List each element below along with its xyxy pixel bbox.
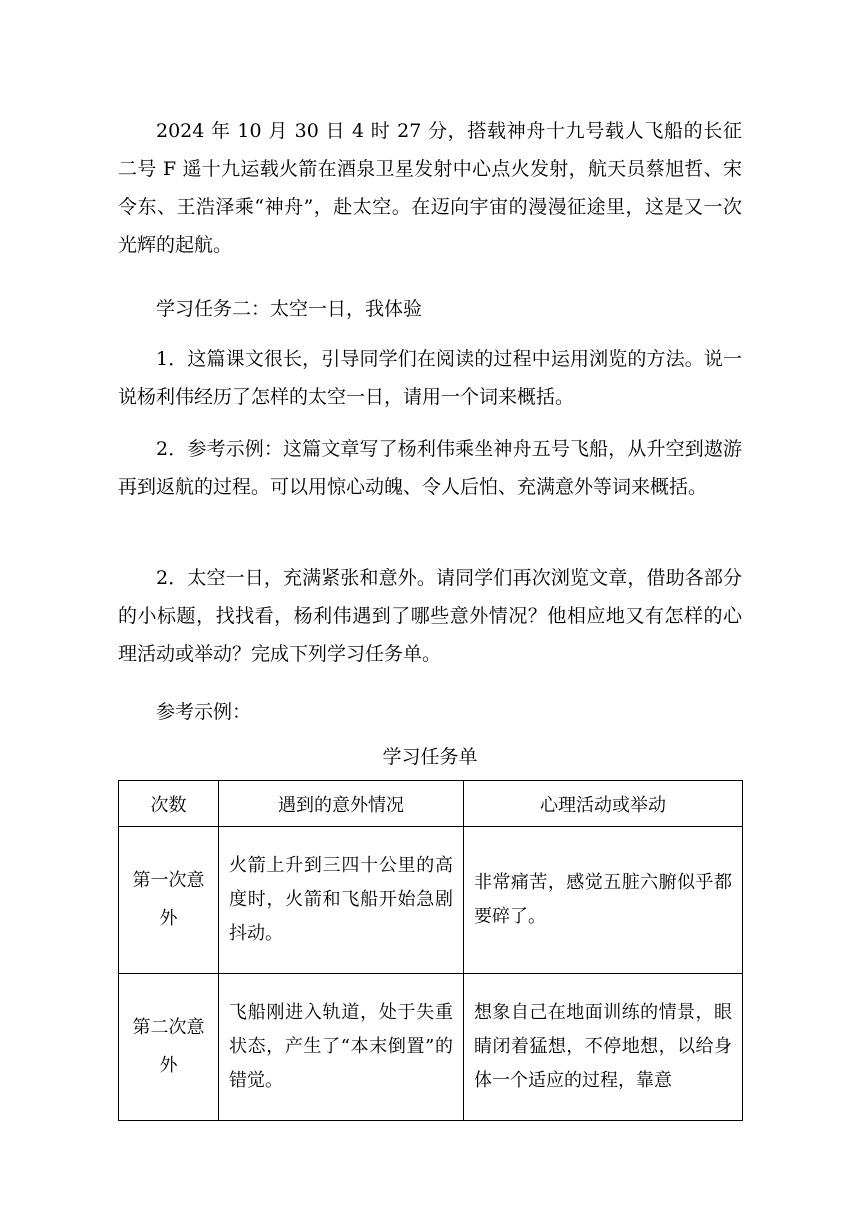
task-table — [118, 780, 743, 1121]
item-2-paragraph: 2．太空一日，充满紧张和意外。请同学们再次浏览文章，借助各部分的小标题，找找看，杨利伟遇到了哪些意外情况？他相应地又有怎样的心理活动或举动？完成下列学习任务单。 — [118, 567, 742, 665]
cell-reaction: 非常痛苦，感觉五脏六腑似乎都要碎了。 — [464, 827, 743, 974]
intro-paragraph: 2024 年 10 月 30 日 4 时 27 分，搭载神舟十九号载人飞船的长征二号 F 遥十九运载火箭在酒泉卫星发射中心点火发射，航天员蔡旭哲、宋令东、王浩泽乘“神舟”，赴太空。在迈向宇宙的漫漫征途里，这是又一次光辉的起航。 — [118, 120, 742, 256]
task-heading: 学习任务二：太空一日，我体验 — [156, 298, 423, 320]
header-reaction: 心理活动或举动 — [464, 781, 743, 827]
table-row — [119, 974, 743, 1121]
item-2-example-paragraph: 2．参考示例：这篇文章写了杨利伟乘坐神舟五号飞船，从升空到遨游再到返航的过程。可以用惊心动魄、令人后怕、充满意外等词来概括。 — [118, 438, 742, 498]
cell-reaction: 想象自己在地面训练的情景，眼睛闭着猛想，不停地想，以给身体一个适应的过程，靠意 — [464, 974, 743, 1121]
item-1-paragraph: 1．这篇课文很长，引导同学们在阅读的过程中运用浏览的方法。说一说杨利伟经历了怎样的太空一日，请用一个词来概括。 — [118, 348, 742, 408]
cell-count: 第一次意外 — [119, 827, 219, 974]
header-situation: 遇到的意外情况 — [219, 781, 464, 827]
table-header-row — [119, 781, 743, 827]
cell-situation: 火箭上升到三四十公里的高度时，火箭和飞船开始急剧抖动。 — [219, 827, 464, 974]
header-count: 次数 — [119, 781, 219, 827]
cell-count: 第二次意外 — [119, 974, 219, 1121]
cell-situation: 飞船刚进入轨道，处于失重状态，产生了“本末倒置”的错觉。 — [219, 974, 464, 1121]
table-row — [119, 827, 743, 974]
reference-label: 参考示例： — [156, 701, 252, 723]
table-title: 学习任务单 — [382, 746, 478, 768]
